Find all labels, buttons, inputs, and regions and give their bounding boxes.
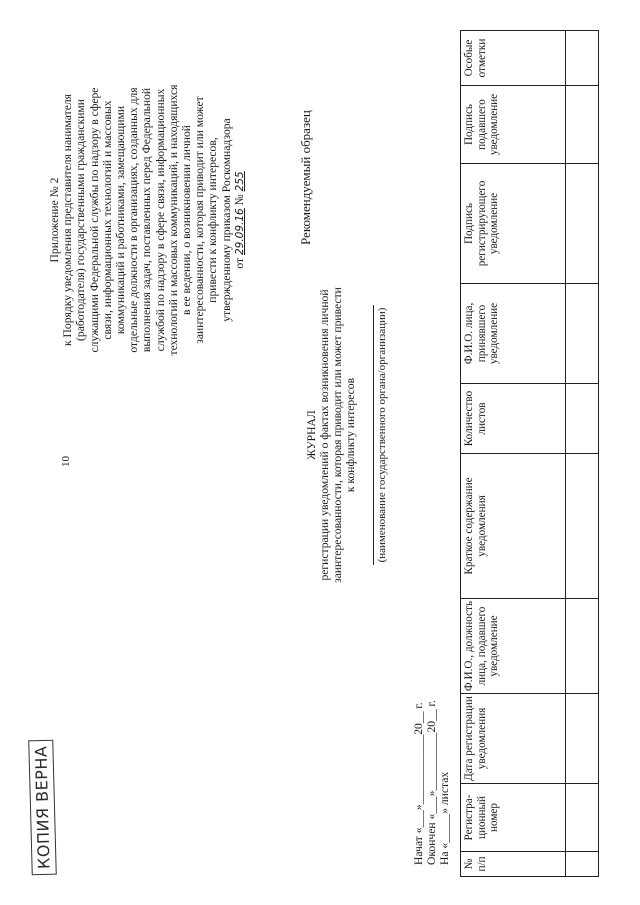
appendix-line: заинтересованности, которая приводит или может: [193, 96, 207, 344]
journal-title: ЖУРНАЛ: [305, 410, 318, 460]
page-number: 10: [60, 456, 72, 467]
table-cell: [566, 284, 599, 384]
table-cell: [566, 86, 599, 164]
table-cell: [566, 852, 599, 877]
appendix-line: Приложение № 2: [48, 177, 61, 263]
column-header-number: № п/п: [461, 852, 566, 877]
table-cell: [566, 31, 599, 86]
column-header-registration-date: Дата регистрации уведомления: [461, 694, 566, 784]
table-header-row: [461, 31, 566, 877]
appendix-line: коммуникаций и работниками, замещающими: [114, 105, 128, 335]
order-reference: [233, 35, 247, 405]
table-row: [566, 31, 599, 877]
journal-period: [412, 565, 451, 865]
appendix-line: служащими Федеральной службы по надзору в сфере: [87, 87, 101, 353]
appendix-line: отдельные должности в организациях, созданных для: [127, 87, 141, 353]
appendix-line: выполнения задач, поставленных перед Федеральной: [140, 87, 154, 353]
table-cell: [566, 599, 599, 694]
appendix-line: связи, информационных технологий и массовых: [100, 100, 114, 340]
appendix-line: к Порядку уведомления представителя нанимателя: [61, 94, 75, 346]
column-header-submitter-signature: Подпись подавшего уведомление: [461, 86, 566, 164]
column-header-registration-number: Регистра-ционный номер: [461, 784, 566, 852]
table-cell: [566, 384, 599, 454]
table-cell: [566, 454, 599, 599]
order-prefix: от: [232, 257, 246, 269]
order-number-prefix: №: [232, 194, 246, 206]
journal-subtitle-line: заинтересованности, которая приводит или может привести: [331, 287, 344, 583]
table-cell: [566, 694, 599, 784]
sheets-line: На «_____» листах: [438, 771, 451, 865]
appendix-line: (работодателя) государственными гражданскими: [74, 99, 88, 341]
column-header-summary: Краткое содержание уведомления: [461, 454, 566, 599]
journal-title-block: [305, 215, 389, 655]
table-cell: [566, 164, 599, 284]
journal-table: [460, 30, 599, 877]
organization-caption: (наименование государственного органа/организации): [373, 305, 389, 565]
column-header-submitter: Ф.И.О., должность лица, подавшего уведомление: [461, 599, 566, 694]
appendix-header: [48, 35, 247, 405]
copy-certified-stamp: КОПИЯ ВЕРНА: [28, 739, 57, 875]
appendix-line: в ее ведении, о возникновении личной: [180, 124, 194, 316]
column-header-receiver: Ф.И.О. лица, принявшего уведомление: [461, 284, 566, 384]
column-header-special-notes: Особые отметки: [461, 31, 566, 86]
table-cell: [566, 784, 599, 852]
appendix-line: привести к конфликту интересов,: [206, 137, 220, 303]
column-header-registrar-signature: Подпись регистрирующего уведомление: [461, 164, 566, 284]
recommended-sample-label: Рекомендуемый образец: [298, 110, 313, 245]
started-line: Начат «___»____________20__ г.: [412, 702, 425, 865]
order-date: 29.09.16: [233, 208, 246, 256]
journal-subtitle-line: регистрации уведомлений о фактах возникновения личной: [318, 289, 331, 581]
appendix-line: утвержденному приказом Роскомнадзора: [219, 118, 233, 322]
appendix-line: службой по надзору в сфере связи, информационных: [153, 88, 167, 352]
column-header-sheet-count: Количество листов: [461, 384, 566, 454]
appendix-line: технологий и массовых коммуникаций, и находящихся: [166, 84, 180, 356]
order-number: 255: [233, 171, 246, 192]
ended-line: Окончен «___»__________20__ г.: [425, 700, 438, 865]
journal-subtitle-line: к конфликту интересов: [344, 377, 357, 493]
